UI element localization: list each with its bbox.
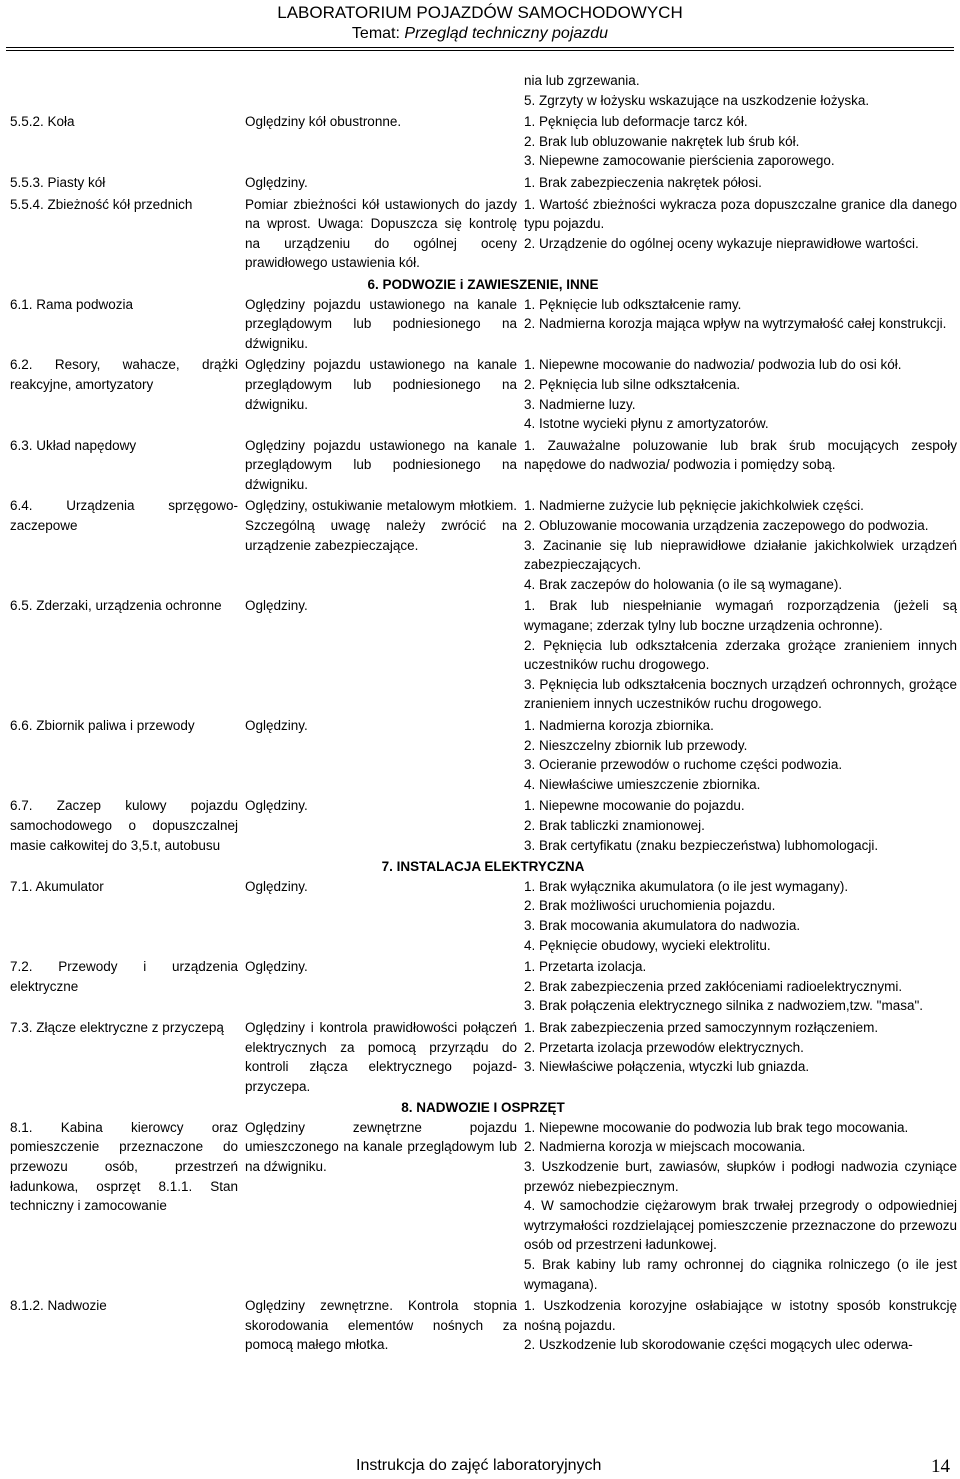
defect-item: 4. Brak zaczepów do holowania (o ile są wymagane). [524,576,843,592]
table-row [6,112,960,173]
inspection-item: 5.5.2. Koła [10,114,75,130]
defect-item: 3. Pęknięcia lub odkształcenia bocznych urządzeń ochronnych, grożące zranieniem innych uczestników ruchu drogowego. [524,676,957,712]
header-title: LABORATORIUM POJAZDÓW SAMOCHODOWYCH [277,3,683,22]
defect-list [520,195,960,275]
table-row [6,195,960,275]
page-header [0,2,960,44]
defect-item: 4. W samochodzie ciężarowym brak trwałej przegrody o odpowiedniej wytrzymałości rozdzielającej pomieszczenie przeznaczone do przewozu osób od przestrzeni ładunkowej. [524,1198,957,1253]
table-row [6,1118,960,1296]
defect-item: 5. Brak kabiny lub ramy ochronnej do ciągnika rolniczego (o ile jest wymagana). [524,1257,957,1292]
inspection-item: 5.5.4. Zbieżność kół przednich [10,196,193,212]
defect-item: 3. Ocieranie przewodów o ruchome części podwozia. [524,757,843,773]
inspection-table-body [6,71,960,1357]
defect-item: 2. Pęknięcia lub odkształcenia zderzaka grożące zranieniem innych uczestników ruchu drogowego. [524,637,957,673]
defect-list [520,71,960,112]
defect-item: 3. Zacinanie się lub nieprawidłowe działanie jakichkolwiek urządzeń zabezpieczających. [524,537,957,573]
inspection-method: Oględziny pojazdu ustawionego na kanale przeglądowym lub podniesionego na dźwigniku. [245,296,517,351]
table-row [6,796,960,857]
defect-item: 2. Brak możliwości uruchomienia pojazdu. [524,898,776,914]
inspection-item: 8.1. Kabina kierowcy oraz pomieszczenie przeznaczone do przewozu osób, przestrzeń ładunkowa, osprzęt 8.1.1. Stan techniczny i zamocowanie [10,1119,238,1214]
defect-item: 3. Brak mocowania akumulatora do nadwozia. [524,917,801,933]
defect-list [520,295,960,356]
inspection-method: Oględziny. [245,959,308,975]
section-heading: 8. NADWOZIE I OSPRZĘT [401,1100,565,1116]
defect-list [520,957,960,1018]
inspection-method: Oględziny pojazdu ustawionego na kanale przeglądowym lub podniesionego na dźwigniku. [245,357,517,412]
defect-list [520,877,960,957]
inspection-item: 6.7. Zaczep kulowy pojazdu samochodowego o dopuszczalnej masie całkowitej do 3,5.t, autobusu [10,798,238,853]
header-topic-prefix: Temat: [351,25,405,42]
inspection-method: Oględziny kół obustronne. [245,114,402,130]
table-row [6,173,960,195]
defect-item: 1. Brak lub niespełnianie wymagań rozporządzenia (jeżeli są wymagane; zderzak tylny lub boczne urządzenia ochronne). [524,598,957,634]
table-row [6,1296,960,1357]
defect-item: 1. Niepewne mocowanie do nadwozia/ podwozia lub do osi kół. [524,357,902,373]
inspection-item: 6.5. Zderzaki, urządzenia ochronne [10,598,222,614]
defect-item: 1. Niepewne mocowanie do pojazdu. [524,798,745,814]
defect-item: 1. Niepewne mocowanie do podwozia lub brak tego mocowania. [524,1119,909,1135]
table-row [6,877,960,957]
table-row [6,71,960,112]
table-row [6,957,960,1018]
defect-item: 2. Nieszczelny zbiornik lub przewody. [524,737,748,753]
inspection-method: Oględziny, ostukiwanie metalowym młotkiem. Szczególną uwagę należy zwrócić na urządzenie zabezpieczające. [245,498,517,553]
inspection-item: 6.1. Rama podwozia [10,296,134,312]
table-row [6,436,960,497]
header-rule [6,47,954,48]
inspection-item: 5.5.3. Piasty kół [10,174,106,190]
defect-item: 2. Obluzowanie mocowania urządzenia zaczepowego do podwozia. [524,518,929,534]
table-row [6,496,960,596]
defect-list [520,112,960,173]
table-row [6,355,960,435]
defect-item: 2. Uszkodzenie lub skorodowanie części mogących ulec oderwa- [524,1337,913,1353]
defect-item: 2. Przetarta izolacja przewodów elektrycznych. [524,1039,804,1055]
section-heading-row [6,1098,960,1118]
section-heading-row [6,857,960,877]
inspection-method: Oględziny zewnętrzne pojazdu umieszczonego na kanale przeglądowym lub na dźwigniku. [245,1119,517,1175]
section-heading: 6. PODWOZIE i ZAWIESZENIE, INNE [367,276,599,292]
table-row [6,716,960,796]
defect-item: 1. Brak zabezpieczenia nakrętek półosi. [524,174,762,190]
header-topic [0,23,960,44]
inspection-method: Oględziny pojazdu ustawionego na kanale przeglądowym lub podniesionego na dźwigniku. [245,437,517,492]
inspection-method [241,71,520,112]
inspection-item: 6.3. Układ napędowy [10,437,137,453]
defect-item: 2. Urządzenie do ogólnej oceny wykazuje nieprawidłowe wartości. [524,235,919,251]
defect-list [520,1018,960,1098]
page-number: 14 [931,1456,950,1477]
defect-list [520,796,960,857]
inspection-item [6,71,241,112]
defect-item: 2. Brak zabezpieczenia przed zakłóceniami radioelektrycznymi. [524,978,903,994]
defect-list [520,1296,960,1357]
defect-list [520,355,960,435]
inspection-method: Oględziny zewnętrzne. Kontrola stopnia skorodowania elementów nośnych za pomocą małego młotka. [245,1298,517,1353]
defect-list [520,173,960,195]
inspection-item: 6.4. Urządzenia sprzęgowo-zaczepowe [10,498,238,534]
defect-item: 1. Brak zabezpieczenia przed samoczynnym rozłączeniem. [524,1019,879,1035]
inspection-table [6,71,960,1357]
defect-item: 1. Wartość zbieżności wykracza poza dopuszczalne granice dla danego typu pojazdu. [524,196,957,232]
defect-list [520,1118,960,1296]
inspection-item: 7.3. Złącze elektryczne z przyczepą [10,1019,224,1035]
defect-list [520,716,960,796]
defect-item: 1. Pęknięcia lub deformacje tarcz kół. [524,114,748,130]
defect-item: 3. Niepewne zamocowanie pierścienia zaporowego. [524,153,835,169]
defect-item: 1. Nadmierne zużycie lub pęknięcie jakichkolwiek części. [524,498,864,514]
table-row [6,295,960,356]
defect-item: 1. Brak wyłącznika akumulatora (o ile jest wymagany). [524,878,849,894]
defect-item: 2. Brak tabliczki znamionowej. [524,817,705,833]
page-footer [0,1455,960,1479]
section-heading-row [6,275,960,295]
footer-text: Instrukcja do zajęć laboratoryjnych [356,1457,602,1474]
section-heading: 7. INSTALACJA ELEKTRYCZNA [381,859,585,875]
inspection-method: Oględziny. [245,174,308,190]
defect-item: 2. Nadmierna korozja mająca wpływ na wytrzymałość całej konstrukcji. [524,316,947,332]
defect-list [520,436,960,497]
defect-item: 3. Brak połączenia elektrycznego silnika z nadwoziem,tzw. "masa". [524,998,924,1014]
defect-item: 1. Pęknięcie lub odkształcenie ramy. [524,296,742,312]
table-row [6,596,960,716]
defect-item: 4. Istotne wycieki płynu z amortyzatorów. [524,416,769,432]
defect-item: 1. Zauważalne poluzowanie lub brak śrub mocujących zespoły napędowe do nadwozia/ podwozia i pomiędzy sobą. [524,437,957,473]
inspection-method: Oględziny. [245,798,308,814]
defect-item: nia lub zgrzewania. [524,73,640,88]
inspection-method: Oględziny. [245,598,308,614]
defect-item: 4. Pęknięcie obudowy, wycieki elektrolitu. [524,937,771,953]
defect-item: 3. Brak certyfikatu (znaku bezpieczeństwa) lubhomologacji. [524,837,879,853]
defect-item: 2. Pęknięcia lub silne odkształcenia. [524,376,741,392]
defect-item: 3. Nadmierne luzy. [524,396,636,412]
inspection-item: 6.2. Resory, wahacze, drążki reakcyjne, amortyzatory [10,357,238,392]
header-rule-second [6,50,954,51]
defect-item: 1. Nadmierna korozja zbiornika. [524,718,714,733]
inspection-method: Oględziny. [245,878,308,894]
defect-item: 2. Brak lub obluzowanie nakrętek lub śrub kół. [524,133,800,149]
defect-item: 3. Niewłaściwe połączenia, wtyczki lub gniazda. [524,1059,810,1075]
defect-item: 4. Niewłaściwe umieszczenie zbiornika. [524,776,761,792]
inspection-item: 6.6. Zbiornik paliwa i przewody [10,718,195,733]
defect-item: 1. Przetarta izolacja. [524,959,647,975]
inspection-item: 7.2. Przewody i urządzenia elektryczne [10,959,238,994]
defect-item: 2. Nadmierna korozja w miejscach mocowania. [524,1139,806,1155]
inspection-item: 8.1.2. Nadwozie [10,1298,107,1314]
inspection-method: Oględziny i kontrola prawidłowości połączeń elektrycznych za pomocą przyrządu do kontroli złącza elektrycznego pojazd-przyczepa. [245,1019,517,1094]
defect-list [520,596,960,716]
table-row [6,1018,960,1098]
defect-list [520,496,960,596]
inspection-item: 7.1. Akumulator [10,878,104,894]
header-topic-text: Przegląd techniczny pojazdu [404,25,609,42]
defect-item: 1. Uszkodzenia korozyjne osłabiające w istotny sposób konstrukcję nośną pojazdu. [524,1298,957,1333]
defect-item: 5. Zgrzyty w łożysku wskazujące na uszkodzenie łożyska. [524,92,870,108]
inspection-method: Oględziny. [245,718,308,733]
inspection-method: Pomiar zbieżności kół ustawionych do jazdy na wprost. Uwaga: Dopuszcza się kontrolę na urządzeniu do ogólnej oceny prawidłowego ustawienia kół. [245,196,517,271]
defect-item: 3. Uszkodzenie burt, zawiasów, słupków i podłogi nadwozia czyniące przewóz niebezpiecznym. [524,1159,957,1194]
